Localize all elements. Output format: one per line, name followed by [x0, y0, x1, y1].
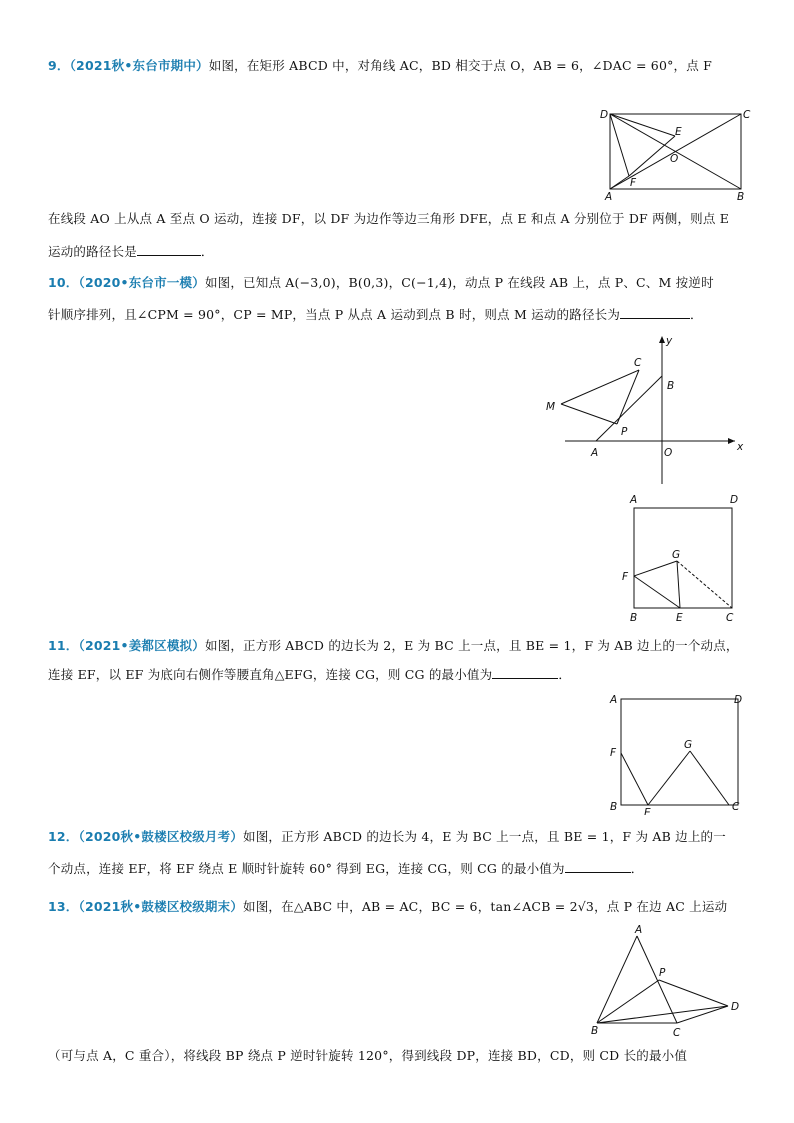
q13-label-D: D: [731, 1001, 740, 1013]
q12-text-1: 如图，正方形 ABCD 的边长为 4，E 为 BC 上一点，且 BE = 1，F 为 AB 边上的一: [243, 829, 726, 844]
q9-label-D: D: [600, 109, 609, 121]
q12-label-A: A: [610, 694, 618, 706]
q9-figure-rectangle: [595, 106, 755, 202]
q10-label-B: B: [667, 380, 675, 392]
q10-label-C: C: [634, 357, 642, 369]
q11-line2: 连接 EF，以 EF 为底向右侧作等腰直角△EFG，连接 CG，则 CG 的最小值为 ．: [48, 667, 572, 682]
q12-number: 12．: [48, 829, 79, 844]
q10-label-y: y: [666, 335, 673, 347]
q11-label-F: F: [622, 571, 629, 583]
q9-number: 9．: [48, 58, 70, 73]
q11-text-1: 如图，正方形 ABCD 的边长为 2，E 为 BC 上一点，且 BE = 1，F 为 AB 边上的一个动点，: [204, 638, 739, 653]
q10-label-O: O: [664, 447, 673, 459]
q11-label-C: C: [726, 612, 734, 624]
q13-source: （2021秋•鼓楼区校级期末）: [78, 899, 244, 914]
q9-answer-blank[interactable]: [137, 243, 201, 256]
q9-line3: 运动的路径长是 ．: [48, 244, 214, 259]
q10-figure-coordinate-plane: [540, 332, 750, 487]
q10-label-P: P: [621, 426, 628, 438]
q9-line2: 在线段 AO 上从点 A 至点 O 运动，连接 DF，以 DF 为边作等边三角形 DFE，点 E 和点 A 分别位于 DF 两侧，则点 E: [48, 211, 730, 226]
q12-label-D: D: [734, 694, 743, 706]
q9-label-B: B: [737, 191, 745, 202]
q12-answer-blank[interactable]: [565, 860, 631, 873]
q11-answer-blank[interactable]: [492, 666, 558, 679]
q13-text-1: 如图，在△ABC 中，AB = AC，BC = 6，tan∠ACB = 2√3，点 P 在边 AC 上运动: [243, 899, 728, 914]
q13-line2: （可与点 A，C 重合），将线段 BP 绕点 P 逆时针旋转 120°，得到线段 DP，连接 BD，CD，则 CD 长的最小值: [48, 1048, 688, 1063]
q13-label-B: B: [591, 1025, 599, 1037]
q12-label-F: F: [610, 747, 617, 759]
q11-line1: [48, 638, 739, 654]
q12-line1: [48, 829, 726, 845]
q9-label-O: O: [670, 153, 679, 165]
q12-line2: 个动点，连接 EF，将 EF 绕点 E 顺时针旋转 60° 得到 EG，连接 CG，则 CG 的最小值为 ．: [48, 861, 644, 876]
q11-label-G: G: [672, 549, 681, 561]
q9-label-A: A: [605, 191, 613, 202]
q12-label-C: C: [732, 801, 740, 813]
q9-source: （2021秋•东台市期中）: [69, 58, 209, 73]
q11-number: 11．: [48, 638, 79, 653]
q10-source: （2020•东台市一模）: [78, 275, 205, 290]
q9-label-C: C: [743, 109, 751, 121]
q10-text-1: 如图，已知点 A(−3,0)，B(0,3)，C(−1,4)，动点 P 在线段 AB 上，点 P、C、M 按逆时: [204, 275, 714, 290]
q10-label-x: x: [737, 441, 744, 453]
q11-label-A: A: [630, 494, 638, 506]
q13-number: 13．: [48, 899, 79, 914]
q10-label-A: A: [591, 447, 599, 459]
q13-label-A: A: [635, 924, 643, 936]
q10-line2: 针顺序排列，且∠CPM = 90°，CP = MP，当点 P 从点 A 运动到点 B 时，则点 M 运动的路径长为 ．: [48, 307, 703, 322]
q12-label-B: B: [610, 801, 618, 813]
q11-figure-square: [620, 490, 750, 625]
q10-number: 10．: [48, 275, 79, 290]
q9-text-1: 如图，在矩形 ABCD 中，对角线 AC，BD 相交于点 O，AB = 6，∠DAC = 60°，点 F: [208, 58, 712, 73]
q10-label-M: M: [546, 401, 556, 413]
q12-figure-square: [606, 690, 756, 815]
q9-label-E: E: [675, 126, 682, 138]
q9-line1: [48, 58, 712, 74]
q13-label-C: C: [673, 1027, 681, 1039]
q9-label-F: F: [630, 177, 637, 189]
q13-line1: [48, 899, 727, 915]
q13-label-P: P: [659, 967, 666, 979]
q11-source: （2021•姜都区模拟）: [78, 638, 205, 653]
q10-answer-blank[interactable]: [620, 306, 690, 319]
q12-label-G: G: [684, 739, 693, 751]
q11-label-E: E: [676, 612, 683, 624]
q12-label-E: E: [644, 807, 651, 815]
q11-label-D: D: [730, 494, 739, 506]
q13-figure-triangle: [585, 922, 750, 1042]
q10-line1: [48, 275, 714, 291]
q12-source: （2020秋•鼓楼区校级月考）: [78, 829, 244, 844]
q11-label-B: B: [630, 612, 638, 624]
